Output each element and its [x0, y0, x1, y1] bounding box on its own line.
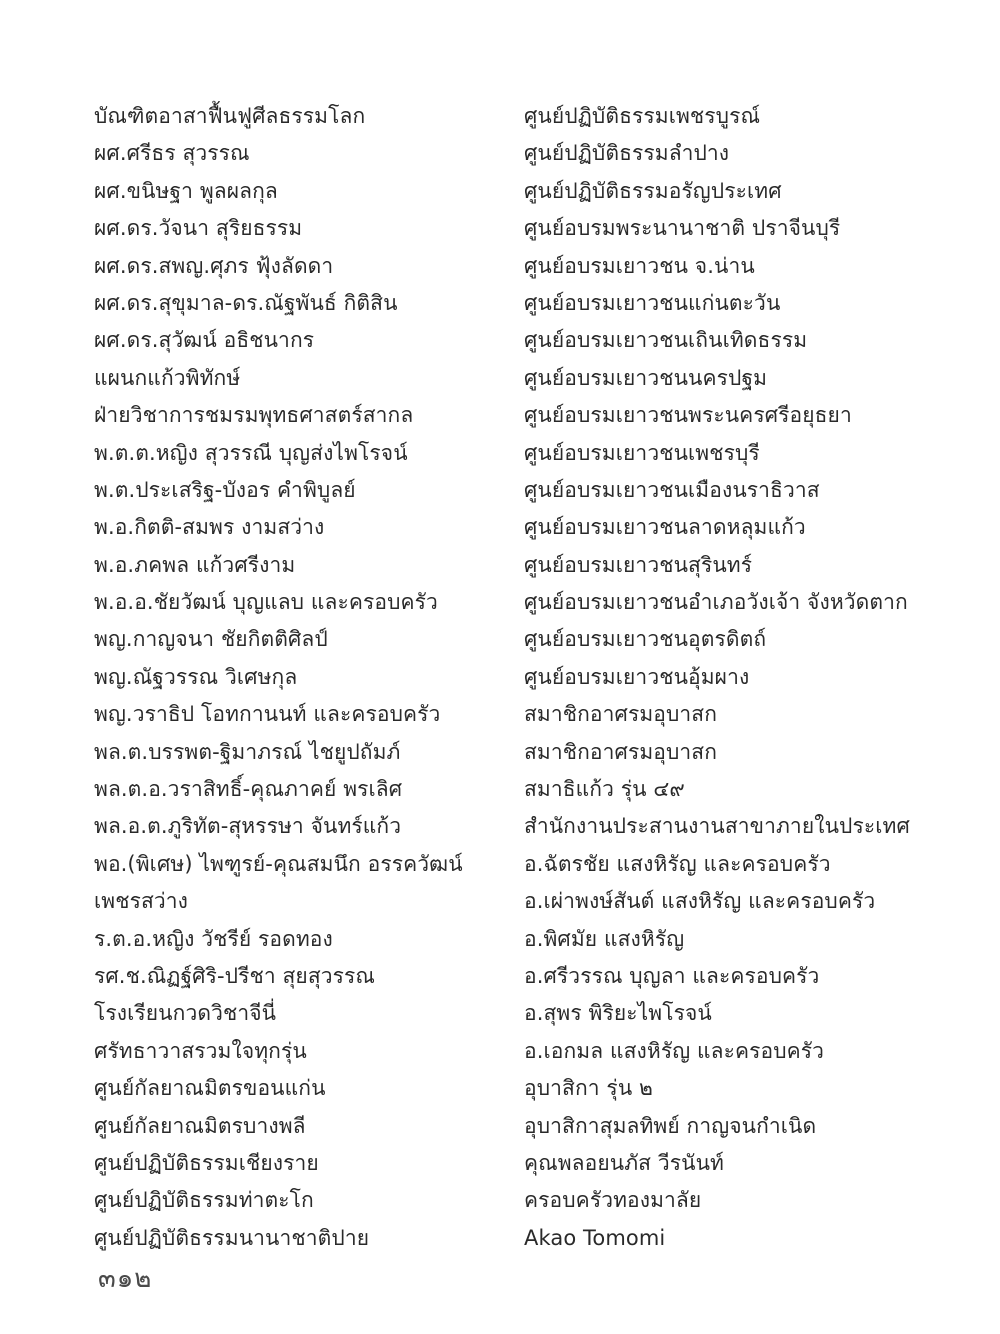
- list-item: ศรัทธาวาสรวมใจทุกรุ่น: [94, 1038, 307, 1063]
- donor-list-left: [94, 98, 504, 1257]
- list-item: อุบาสิกาสุมลทิพย์ กาญจนกำเนิด: [524, 1113, 817, 1138]
- donor-list-right: [524, 98, 964, 1257]
- list-item: ผศ.ดร.สพญ.ศุภร ฟุ้งลัดดา: [94, 253, 334, 278]
- list-item: สมาชิกอาศรมอุบาสก: [524, 702, 718, 727]
- list-item: พญ.ณัฐวรรณ วิเศษกุล: [94, 664, 298, 689]
- list-item: ศูนย์อบรมเยาวชนนครปฐม: [524, 365, 768, 390]
- list-item: ศูนย์ปฏิบัติธรรมเพชรบูรณ์: [524, 104, 761, 128]
- list-item: Akao Tomomi: [524, 1225, 666, 1250]
- list-item: พ.ต.ต.หญิง สุวรรณี บุญส่งไพโรจน์: [94, 440, 408, 465]
- list-item: พญ.วราธิป โอทกานนท์ และครอบครัว: [94, 702, 441, 727]
- list-item: โรงเรียนกวดวิชาจีนี่: [94, 1001, 277, 1026]
- list-item: รศ.ช.ณิฏฐ์ศิริ-ปรีชา สุยสุวรรณ: [94, 963, 375, 988]
- list-item: ผศ.ดร.สุวัฒน์ อธิชนากร: [94, 328, 315, 353]
- list-item: ศูนย์ปฏิบัติธรรมอรัญประเทศ: [524, 178, 782, 203]
- list-item: พล.ต.อ.วราสิทธิ์-คุณภาคย์ พรเลิศ: [94, 777, 403, 802]
- list-item: พ.อ.ภคพล แก้วศรีงาม: [94, 552, 296, 577]
- list-item: อ.ฉัตรชัย แสงหิรัญ และครอบครัว: [524, 851, 831, 876]
- list-item: ผศ.ขนิษฐา พูลผลกุล: [94, 178, 278, 203]
- list-item: ศูนย์อบรมเยาวชนสุรินทร์: [524, 552, 753, 577]
- list-item: อ.เผ่าพงษ์สันต์ แสงหิรัญ และครอบครัว: [524, 889, 876, 914]
- list-item: ผศ.ดร.สุขุมาล-ดร.ณัฐพันธ์ กิติสิน: [94, 290, 398, 315]
- list-item: พล.ต.บรรพต-ฐิมาภรณ์ ไชยูปถัมภ์: [94, 739, 401, 764]
- list-item: ศูนย์ปฏิบัติธรรมเชียงราย: [94, 1150, 319, 1175]
- list-item: ศูนย์ปฏิบัติธรรมท่าตะโก: [94, 1188, 314, 1213]
- list-item: สมาธิแก้ว รุ่น ๔๙: [524, 777, 685, 802]
- list-item: ศูนย์อบรมพระนานาชาติ ปราจีนบุรี: [524, 216, 841, 241]
- list-item: อ.ศรีวรรณ บุญลา และครอบครัว: [524, 963, 820, 988]
- list-item: ศูนย์ปฏิบัติธรรมลำปาง: [524, 141, 730, 166]
- list-item: ศูนย์อบรมเยาวชนอุ้มผาง: [524, 664, 750, 689]
- list-item: คุณพลอยนภัส วีรนันท์: [524, 1150, 724, 1175]
- list-item: พ.อ.กิตติ-สมพร งามสว่าง: [94, 515, 325, 540]
- list-item: ผศ.ศรีธร สุวรรณ: [94, 141, 250, 166]
- list-item: สำนักงานประสานงานสาขาภายในประเทศ: [524, 814, 910, 839]
- list-item: สมาชิกอาศรมอุบาสก: [524, 739, 718, 764]
- list-item: ครอบครัวทองมาลัย: [524, 1188, 702, 1213]
- list-item: ศูนย์อบรมเยาวชนลาดหลุมแก้ว: [524, 515, 806, 540]
- list-item: ศูนย์อบรมเยาวชน จ.น่าน: [524, 253, 755, 278]
- list-item: ศูนย์อบรมเยาวชนพระนครศรีอยุธยา: [524, 403, 852, 428]
- list-item: พญ.กาญจนา ชัยกิตติศิลป์: [94, 627, 328, 652]
- list-item: ผศ.ดร.วัจนา สุริยธรรม: [94, 216, 303, 241]
- list-item: ศูนย์กัลยาณมิตรขอนแก่น: [94, 1076, 326, 1101]
- list-item: แผนกแก้วพิทักษ์: [94, 365, 241, 390]
- list-item: ศูนย์อบรมเยาวชนอำเภอวังเจ้า จังหวัดตาก: [524, 590, 908, 615]
- list-item: ศูนย์ปฏิบัติธรรมนานาชาติปาย: [94, 1225, 370, 1250]
- list-item: พอ.(พิเศษ) ไพฑูรย์-คุณสมนึก อรรควัฒน์: [94, 851, 463, 876]
- list-item: พล.อ.ต.ภูริทัต-สุหรรษา จันทร์แก้ว: [94, 814, 402, 839]
- list-item: บัณฑิตอาสาฟื้นฟูศีลธรรมโลก: [94, 104, 366, 128]
- list-item: พ.อ.อ.ชัยวัฒน์ บุญแลบ และครอบครัว: [94, 590, 438, 615]
- list-item: ร.ต.อ.หญิง วัชรีย์ รอดทอง: [94, 926, 333, 951]
- list-item: ฝ่ายวิชาการชมรมพุทธศาสตร์สากล: [94, 403, 414, 428]
- list-item: ศูนย์อบรมเยาวชนเถินเทิดธรรม: [524, 328, 808, 353]
- list-item: ศูนย์อบรมเยาวชนอุตรดิตถ์: [524, 627, 767, 652]
- list-item: ศูนย์กัลยาณมิตรบางพลี: [94, 1113, 306, 1138]
- list-item: พ.ต.ประเสริฐ-บังอร คำพิบูลย์: [94, 477, 356, 502]
- list-item: ศูนย์อบรมเยาวชนเพชรบุรี: [524, 440, 760, 465]
- list-item: อ.พิศมัย แสงหิรัญ: [524, 926, 685, 951]
- list-item: ศูนย์อบรมเยาวชนเมืองนราธิวาส: [524, 477, 820, 502]
- list-item: อ.เอกมล แสงหิรัญ และครอบครัว: [524, 1038, 825, 1063]
- list-item: อุบาสิกา รุ่น ๒: [524, 1076, 653, 1101]
- page-number: ๓๑๒: [98, 1264, 153, 1294]
- list-item: เพชรสว่าง: [94, 889, 189, 914]
- list-item: ศูนย์อบรมเยาวชนแก่นตะวัน: [524, 290, 781, 315]
- list-item: อ.สุพร พิริยะไพโรจน์: [524, 1001, 712, 1026]
